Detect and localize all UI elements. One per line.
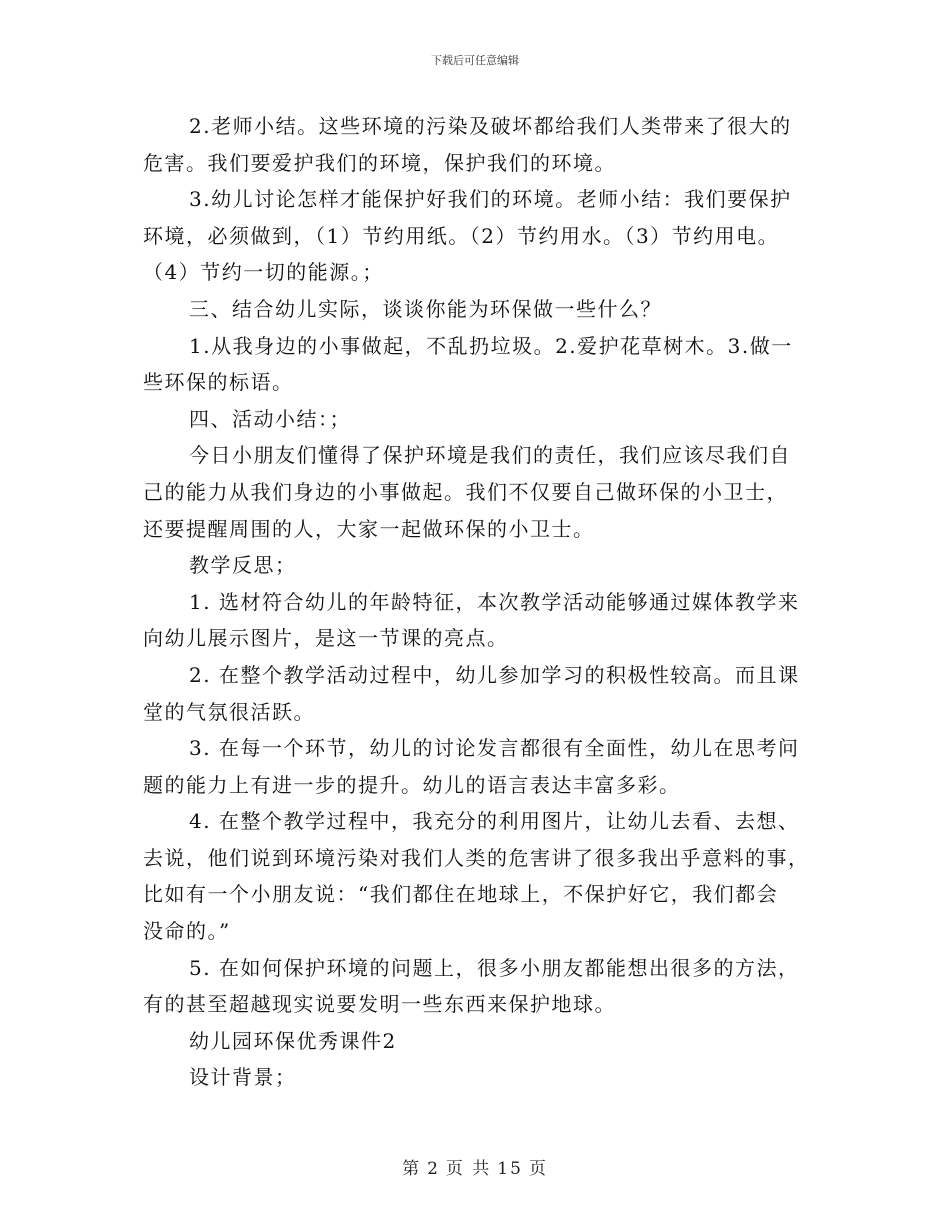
text-line: 教学反思；	[189, 553, 297, 578]
page-header: 下载后可任意编辑	[431, 54, 519, 67]
text-line: 设计背景；	[189, 1065, 297, 1090]
text-line: 幼儿园环保优秀课件2	[189, 1028, 397, 1053]
text-line: 3.幼儿讨论怎样才能保护好我们的环境。老师小结：我们要保护	[189, 187, 792, 212]
text-line: 堂的气氛很活跃。	[143, 699, 315, 724]
text-line: 没命的。”	[143, 919, 231, 944]
text-line: 去说，他们说到环境污染对我们人类的危害讲了很多我出乎意料的事，	[143, 845, 810, 870]
text-line: 还要提醒周围的人，大家一起做环保的小卫士。	[143, 516, 595, 541]
text-line: 今日小朋友们懂得了保护环境是我们的责任，我们应该尽我们自	[189, 443, 791, 468]
text-line: 题的能力上有进一步的提升。幼儿的语言表达丰富多彩。	[143, 772, 681, 797]
text-line: 己的能力从我们身边的小事做起。我们不仅要自己做环保的小卫士，	[143, 479, 788, 504]
text-line: 四、活动小结：；	[189, 406, 351, 431]
text-line: 环境，必须做到，（1）节约用纸。（2）节约用水。（3）节约用电。	[143, 223, 780, 248]
text-line: 3. 在每一个环节，幼儿的讨论发言都很有全面性，幼儿在思考问	[189, 736, 800, 761]
text-line: 些环保的标语。	[143, 370, 294, 395]
text-line: 2. 在整个教学活动过程中，幼儿参加学习的积极性较高。而且课	[189, 662, 800, 687]
text-line: 1.从我身边的小事做起，不乱扔垃圾。2.爱护花草树木。3.做一	[189, 333, 793, 358]
text-line: 5. 在如何保护环境的问题上，很多小朋友都能想出很多的方法，	[189, 955, 800, 980]
footer-prefix: 第	[402, 1159, 422, 1179]
text-line: 有的甚至超越现实说要发明一些东西来保护地球。	[143, 992, 616, 1017]
footer-suffix: 页	[528, 1159, 548, 1179]
body-text	[143, 108, 808, 1096]
text-line: 向幼儿展示图片，是这一节课的亮点。	[143, 626, 509, 651]
text-line: 比如有一个小朋友说：“我们都住在地球上，不保护好它，我们都会	[143, 882, 779, 907]
footer-page-number: 2	[427, 1159, 440, 1179]
text-line: 4. 在整个教学过程中，我充分的利用图片，让幼儿去看、去想、	[189, 809, 800, 834]
text-line: 危害。我们要爱护我们的环境，保护我们的环境。	[143, 150, 616, 175]
page-footer	[0, 1154, 950, 1179]
text-line: 三、结合幼儿实际，谈谈你能为环保做一些什么？	[189, 296, 662, 321]
text-line: （4）节约一切的能源。；	[143, 260, 384, 285]
footer-total-pages: 15	[497, 1159, 523, 1179]
text-line: 2.老师小结。这些环境的污染及破坏都给我们人类带来了很大的	[189, 114, 792, 138]
text-line: 1. 选材符合幼儿的年龄特征，本次教学活动能够通过媒体教学来	[189, 589, 800, 614]
footer-middle: 页 共	[445, 1159, 492, 1179]
